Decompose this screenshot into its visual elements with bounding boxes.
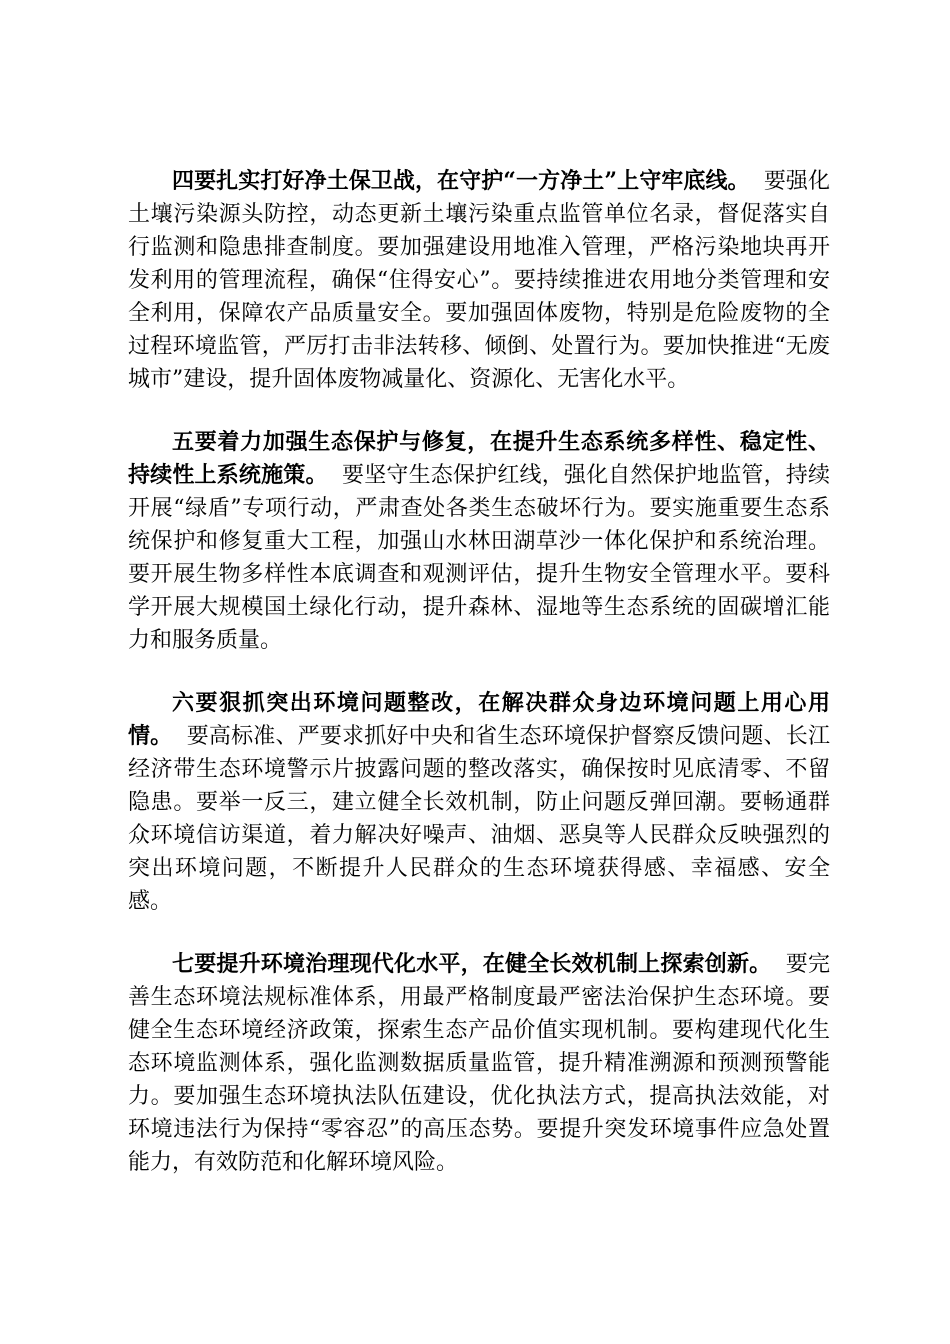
- paragraph-heading: 四要扎实打好净土保卫战，在守护“一方净土”上守牢底线。: [172, 168, 750, 194]
- paragraph-4: [128, 165, 830, 396]
- paragraph-text: 要完善生态环境法规标准体系，用最严格制度最严密法治保护生态环境。要健全生态环境经济政策，探索生态产品价值实现机制。要构建现代化生态环境监测体系，强化监测数据质量监管，提升精准溯源和预测预警能力。要加强生态环境执法队伍建设，优化执法方式，提高执法效能，对环境违法行为保持“零容忍”的高压态势。要提升突发环境事件应急处置能力，有效防范和化解环境风险。: [128, 952, 830, 1175]
- paragraph-5: [128, 426, 830, 657]
- paragraph-heading: 七要提升环境治理现代化水平，在健全长效机制上探索创新。: [172, 951, 772, 977]
- paragraph-7: [128, 948, 830, 1179]
- paragraph-text: 要强化土壤污染源头防控，动态更新土壤污染重点监管单位名录，督促落实自行监测和隐患排查制度。要加强建设用地准入管理，严格污染地块再开发利用的管理流程，确保“住得安心”。要持续推进农用地分类管理和安全利用，保障农产品质量安全。要加强固体废物，特别是危险废物的全过程环境监管，严厉打击非法转移、倾倒、处置行为。要加快推进“无废城市”建设，提升固体废物减量化、资源化、无害化水平。: [128, 169, 830, 392]
- paragraph-heading: 六要狠抓突出环境问题整改，在解决群众身边环境问题上用心用情。: [128, 690, 830, 749]
- paragraph-heading: 五要着力加强生态保护与修复，在提升生态系统多样性、稳定性、持续性上系统施策。: [128, 429, 830, 488]
- paragraph-text: 要坚守生态保护红线，强化自然保护地监管，持续开展“绿盾”专项行动，严肃查处各类生态破坏行为。要实施重要生态系统保护和修复重大工程，加强山水林田湖草沙一体化保护和系统治理。要开展生物多样性本底调查和观测评估，提升生物安全管理水平。要科学开展大规模国土绿化行动，提升森林、湿地等生态系统的固碳增汇能力和服务质量。: [128, 463, 830, 653]
- paragraph-6: [128, 687, 830, 918]
- document-body: [128, 165, 830, 1179]
- paragraph-text: 要高标准、严要求抓好中央和省生态环境保护督察反馈问题、长江经济带生态环境警示片披露问题的整改落实，确保按时见底清零、不留隐患。要举一反三，建立健全长效机制，防止问题反弹回潮。要畅通群众环境信访渠道，着力解决好噪声、油烟、恶臭等人民群众反映强烈的突出环境问题，不断提升人民群众的生态环境获得感、幸福感、安全感。: [128, 724, 830, 914]
